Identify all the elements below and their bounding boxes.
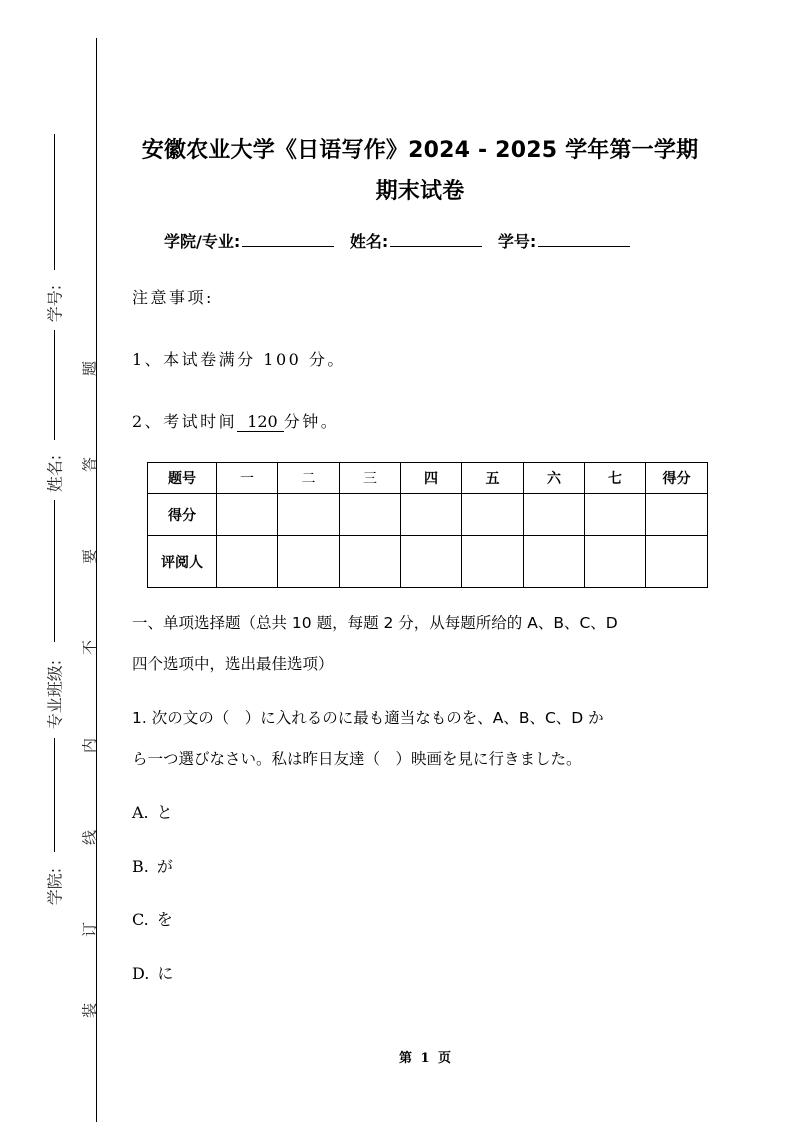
score-cell[interactable] xyxy=(646,494,708,536)
section-1-heading-line1: 一、单项选择题（总共 10 题，每题 2 分，从每题所给的 A、B、C、D xyxy=(132,614,618,632)
binding-char: 线 xyxy=(80,830,99,846)
header-cell: 三 xyxy=(340,463,401,494)
reviewer-cell[interactable] xyxy=(646,536,708,588)
score-table-header-row xyxy=(148,463,708,494)
option-c[interactable] xyxy=(132,907,173,930)
reviewer-cell[interactable] xyxy=(524,536,585,588)
binding-char: 内 xyxy=(80,738,99,754)
row-label: 评阅人 xyxy=(148,536,217,588)
option-d[interactable] xyxy=(132,961,173,984)
college-blank-line xyxy=(54,738,55,852)
reviewer-cell[interactable] xyxy=(462,536,524,588)
binding-char: 订 xyxy=(80,922,99,938)
binding-char: 题 xyxy=(80,361,99,377)
option-a[interactable] xyxy=(132,800,173,823)
binding-line xyxy=(96,38,97,1122)
student-info-row xyxy=(164,229,640,252)
header-cell: 六 xyxy=(524,463,585,494)
score-cell[interactable] xyxy=(217,494,278,536)
note-item-2 xyxy=(132,409,339,432)
reviewer-cell[interactable] xyxy=(340,536,401,588)
score-cell[interactable] xyxy=(340,494,401,536)
college-major-field[interactable] xyxy=(242,232,334,247)
header-cell: 四 xyxy=(401,463,462,494)
binding-char: 要 xyxy=(80,549,99,565)
college-major-label: 学院/专业: xyxy=(164,232,241,251)
student-id-label: 学号: xyxy=(45,284,65,323)
exam-title: 安徽农业大学《日语写作》2024 - 2025 学年第一学期 xyxy=(141,138,699,163)
score-cell[interactable] xyxy=(462,494,524,536)
option-b[interactable] xyxy=(132,854,173,877)
note-item-2-prefix: 2、考试时间 xyxy=(132,412,238,431)
student-id-label: 学号: xyxy=(497,232,537,251)
exam-subtitle: 期末试卷 xyxy=(375,179,465,204)
student-id-blank-line xyxy=(54,134,55,270)
option-letter: C. xyxy=(132,910,149,929)
binding-char: 不 xyxy=(80,640,99,656)
student-id-field[interactable] xyxy=(538,232,630,247)
reviewer-row xyxy=(148,536,708,588)
option-text: が xyxy=(156,857,173,876)
score-cell[interactable] xyxy=(585,494,646,536)
header-cell: 七 xyxy=(585,463,646,494)
question-1-line1: 1. 次の文の（ ）に入れるのに最も適当なものを、A、B、C、D か xyxy=(132,709,604,727)
score-cell[interactable] xyxy=(278,494,340,536)
page-number: 第 1 页 xyxy=(398,1051,452,1066)
name-field[interactable] xyxy=(390,232,482,247)
binding-char: 答 xyxy=(80,457,99,473)
option-letter: B. xyxy=(132,857,149,876)
question-1-line2: ら一つ選びなさい。私は昨日友達（ ）映画を見に行きました。 xyxy=(132,750,582,768)
note-item-1: 1、本试卷满分 100 分。 xyxy=(132,350,346,369)
name-label: 姓名: xyxy=(45,454,65,493)
note-item-2-suffix: 分钟。 xyxy=(283,412,340,431)
option-text: を xyxy=(156,910,173,929)
option-text: と xyxy=(156,803,173,822)
score-table xyxy=(147,462,708,588)
section-1-heading-line2: 四个选项中，选出最佳选项） xyxy=(132,655,334,673)
option-text: に xyxy=(157,964,174,983)
binding-char: 装 xyxy=(80,1003,99,1019)
name-label: 姓名: xyxy=(349,232,389,251)
reviewer-cell[interactable] xyxy=(278,536,340,588)
score-row xyxy=(148,494,708,536)
option-letter: D. xyxy=(132,964,150,983)
score-cell[interactable] xyxy=(524,494,585,536)
header-cell: 题号 xyxy=(148,463,217,494)
header-cell: 五 xyxy=(462,463,524,494)
score-cell[interactable] xyxy=(401,494,462,536)
option-letter: A. xyxy=(132,803,149,822)
name-blank-line xyxy=(54,330,55,440)
major-class-blank-line xyxy=(54,500,55,642)
header-cell: 得分 xyxy=(646,463,708,494)
exam-duration-value: 120 xyxy=(237,412,284,432)
header-cell: 二 xyxy=(278,463,340,494)
row-label: 得分 xyxy=(148,494,217,536)
header-cell: 一 xyxy=(217,463,278,494)
college-label: 学院: xyxy=(45,867,65,906)
reviewer-cell[interactable] xyxy=(401,536,462,588)
notes-heading: 注意事项: xyxy=(132,288,214,307)
major-class-label: 专业班级: xyxy=(45,659,65,730)
reviewer-cell[interactable] xyxy=(585,536,646,588)
reviewer-cell[interactable] xyxy=(217,536,278,588)
